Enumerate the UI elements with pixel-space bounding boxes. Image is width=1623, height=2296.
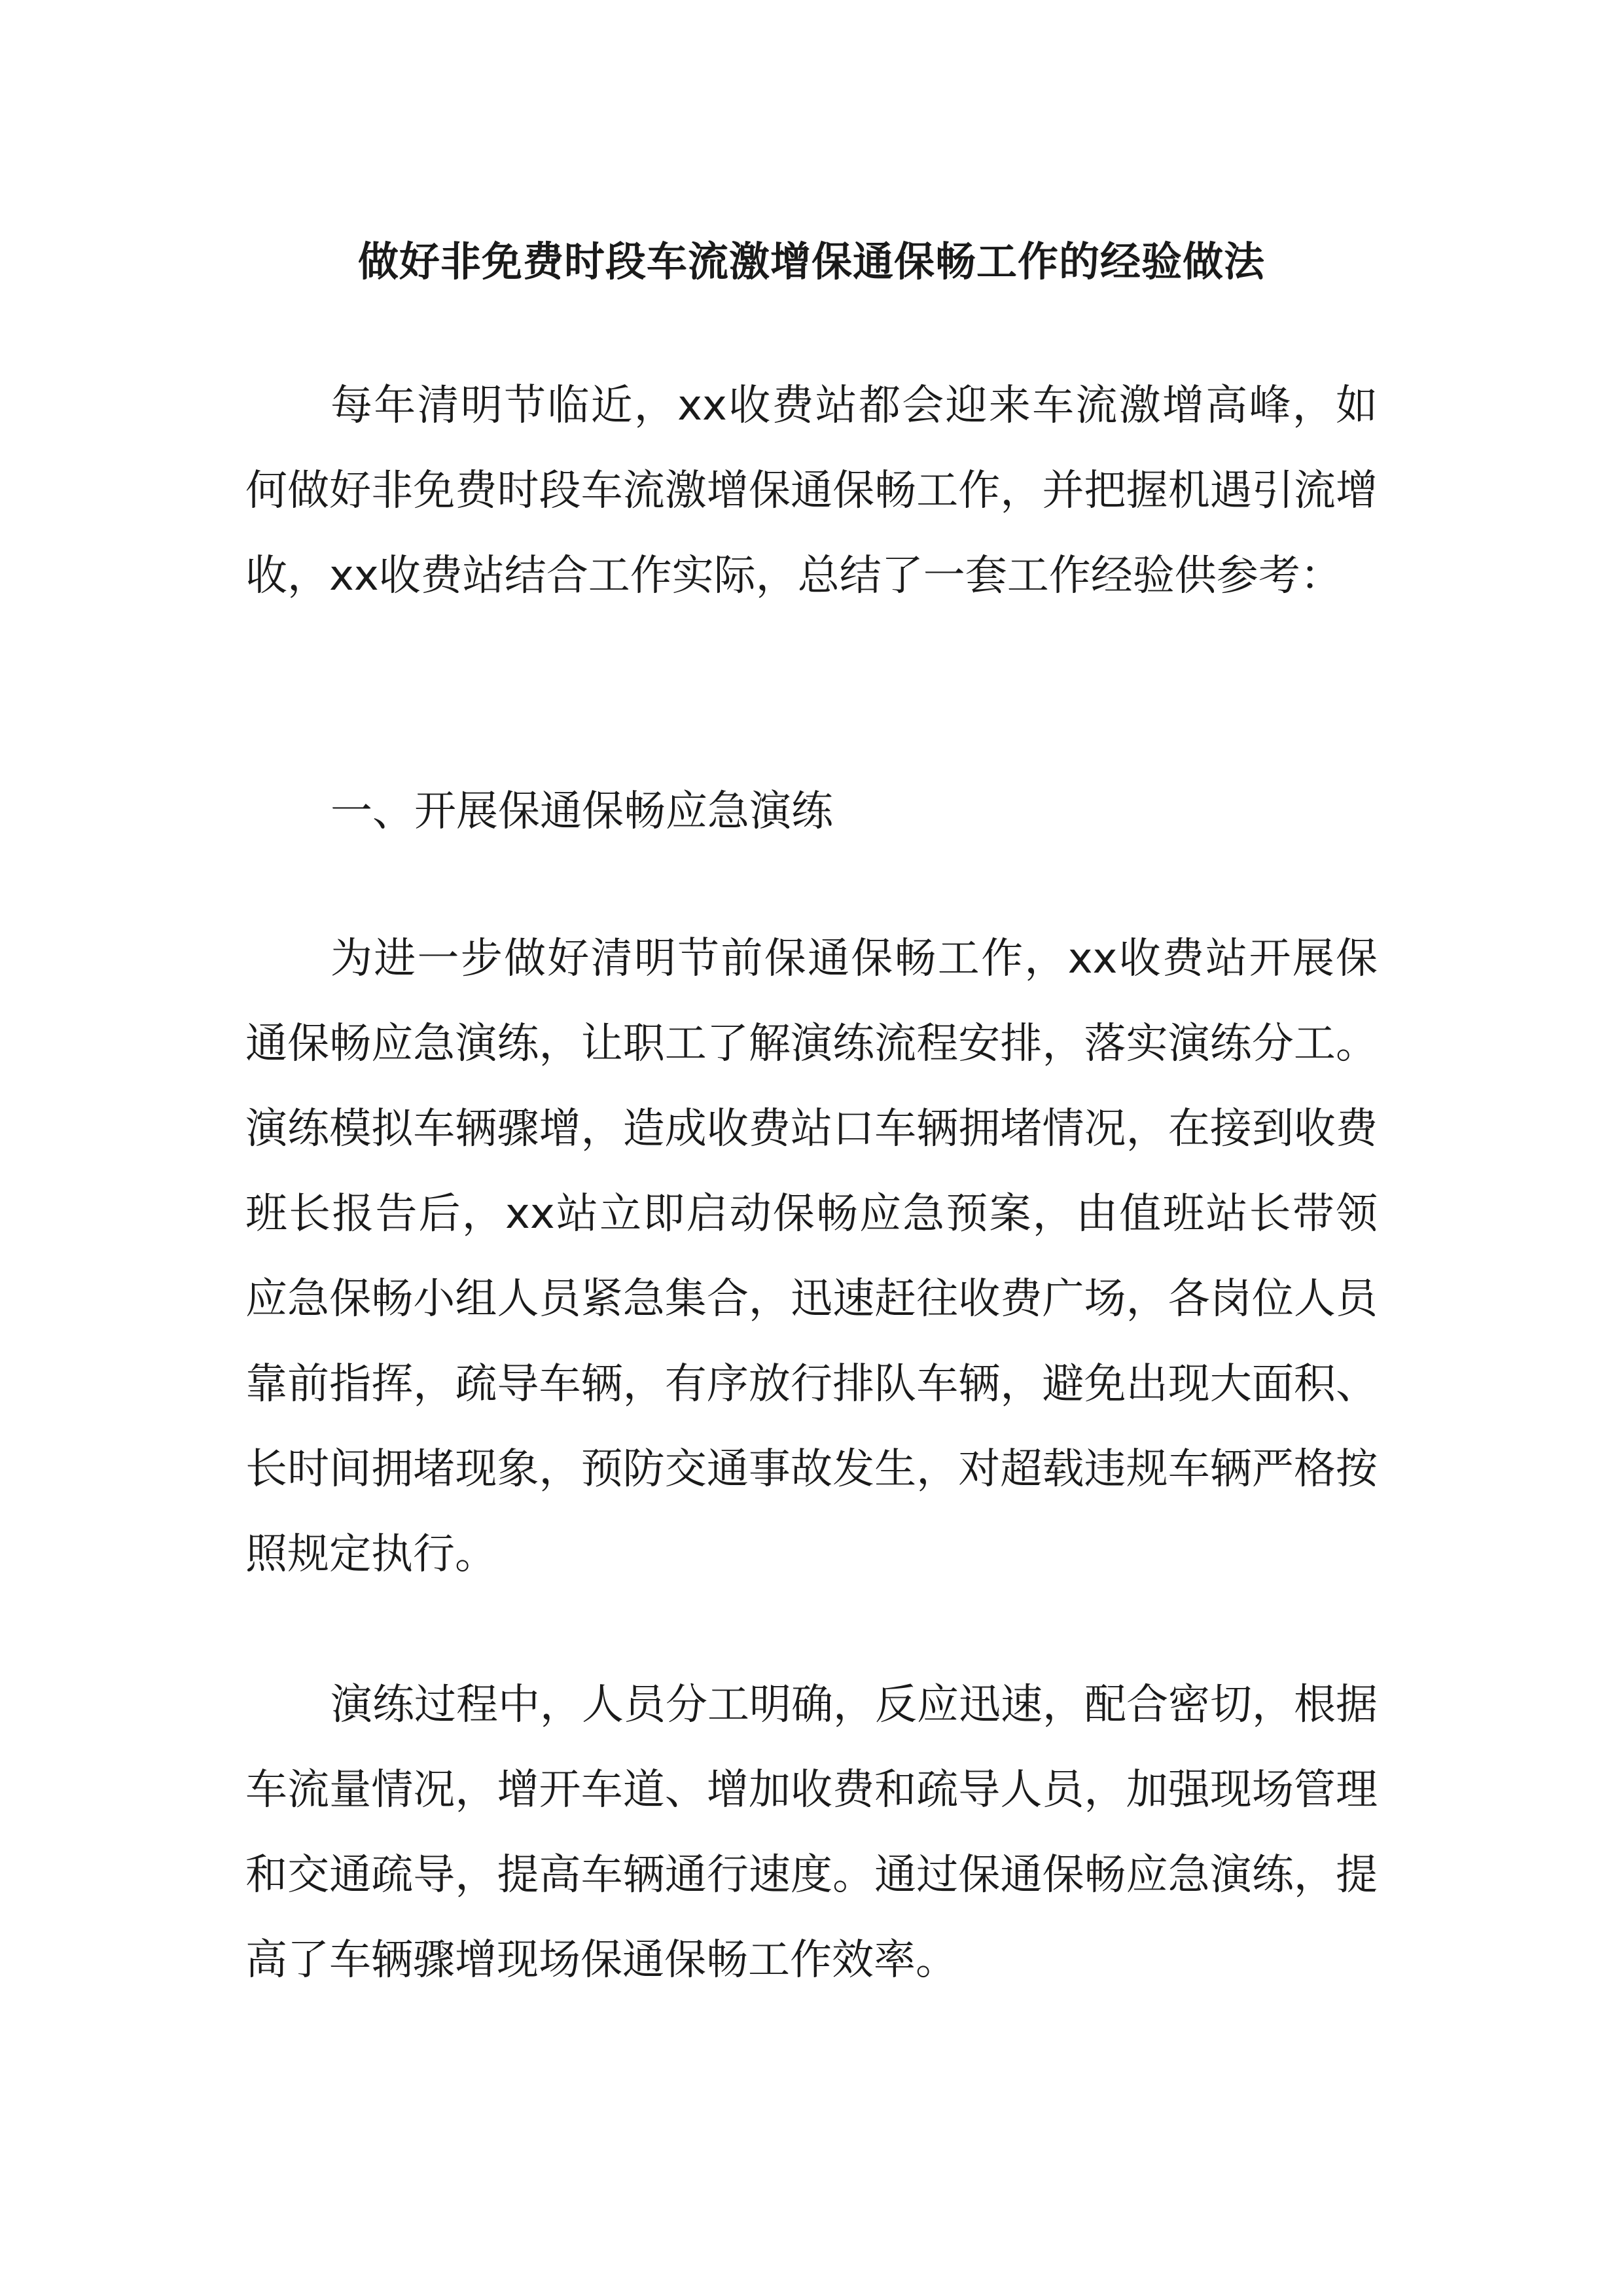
section-1-paragraph-2: 演练过程中，人员分工明确，反应迅速，配合密切，根据车流量情况，增开车道、增加收费和疏导人员，加强现场管理和交通疏导，提高车辆通行速度。通过保通保畅应急演练，提高了车辆骤增现场保通保畅工作效率。 (245, 1681, 1378, 1984)
document-title: 做好非免费时段车流激增保通保畅工作的经验做法 (357, 238, 1265, 285)
intro-paragraph: 每年清明节临近，xx收费站都会迎来车流激增高峰，如何做好非免费时段车流激增保通保畅工作，并把握机遇引流增收，xx收费站结合工作实际，总结了一套工作经验供参考： (245, 382, 1378, 600)
section-1-paragraph-1: 为进一步做好清明节前保通保畅工作，xx收费站开展保通保畅应急演练，让职工了解演练流程安排，落实演练分工。演练模拟车辆骤增，造成收费站口车辆拥堵情况，在接到收费班长报告后，xx站立即启动保畅应急预案，由值班站长带领应急保畅小组人员紧急集合，迅速赶往收费广场，各岗位人员靠前指挥，疏导车辆，有序放行排队车辆，避免出现大面积、长时间拥堵现象，预防交通事故发生，对超载违规车辆严格按照规定执行。 (245, 935, 1378, 1579)
section-heading-1: 一、开展保通保畅应急演练 (330, 787, 833, 836)
